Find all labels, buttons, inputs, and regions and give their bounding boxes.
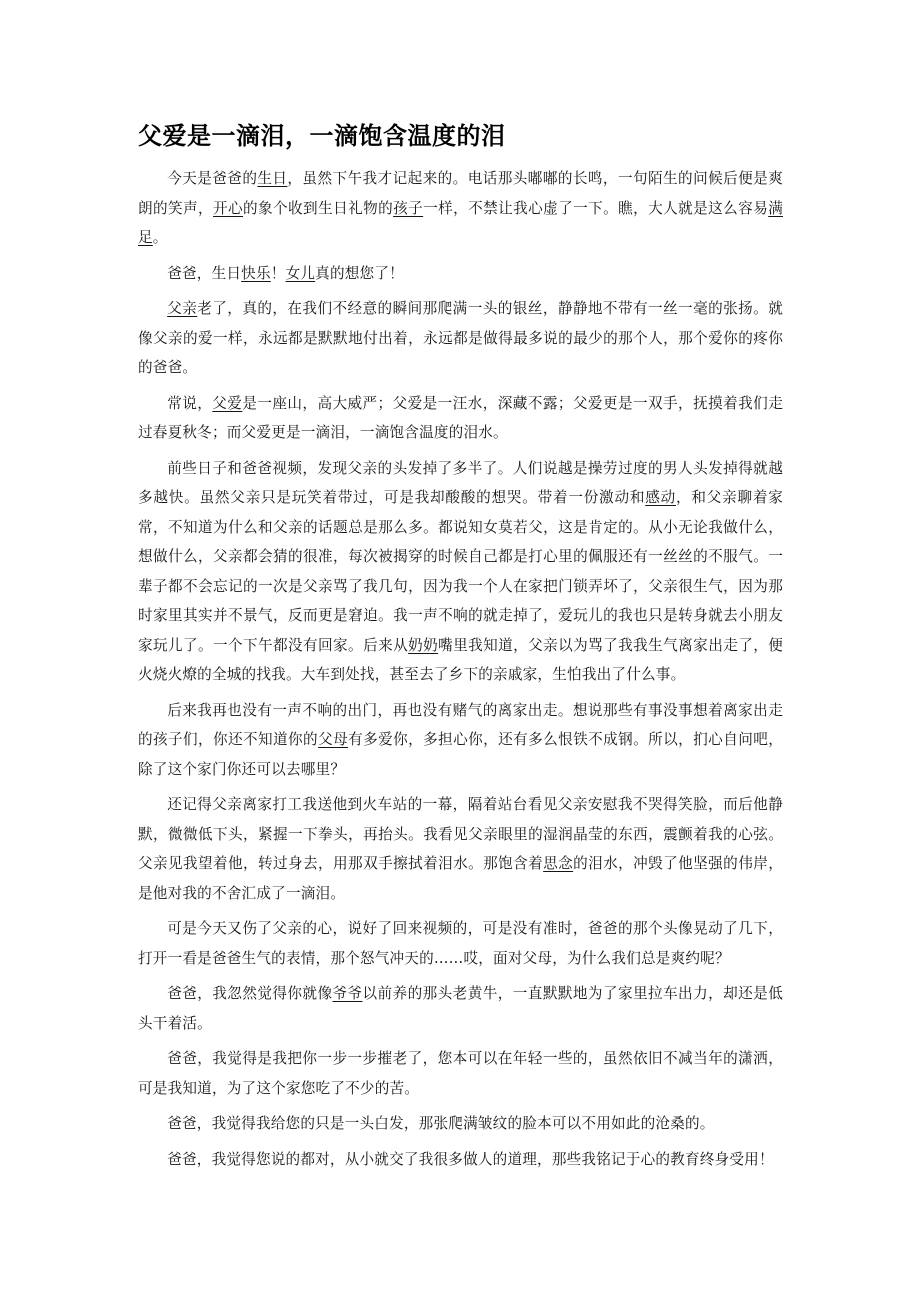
text-run: 常说，: [167, 394, 213, 412]
paragraph: [138, 1145, 783, 1175]
paragraph: [138, 914, 783, 973]
underlined-term: 孩子: [393, 199, 424, 217]
text-run: 后来我再也没有一声不响的出门，再也没有赌气的离家出走。想说那些有事没事想着离家出走的孩子们，你还不知道你的: [138, 701, 783, 748]
text-run: 爸爸，生日: [167, 264, 242, 282]
document-page: [138, 118, 783, 1180]
underlined-term: 快乐: [241, 264, 271, 282]
text-run: 还记得父亲离家打工我送他到火车站的一幕，隔着站台看见父亲安慰我不哭得笑脸，而后他静默，微微低下头，紧握一下拳头，再抬头。我看见父亲眼里的湿润晶莹的东西，震颤着我的心弦。父亲见我望着他，转过身去，用那双手擦拭着泪水。那饱含着: [138, 796, 783, 872]
text-run: ，和父亲聊着家常，不知道为什么和父亲的话题总是那么多。都说知女莫若父，这是肯定的。从小无论我做什么，想做什么，父亲都会猜的很准，每次被揭穿的时候自己都是打心里的佩服还有一丝丝的不服气。一辈子都不会忘记的一次是父亲骂了我几句，因为我一个人在家把门锁弄坏了，父亲很生气，因为那时家里其实并不景气，反而更是窘迫。我一声不响的就走掉了，爱玩儿的我也只是转身就去小朋友家玩儿了。一个下午都没有回家。后来从: [138, 489, 784, 654]
paragraph: [138, 259, 783, 289]
underlined-term: 奶奶: [408, 636, 439, 654]
text-run: 今天是爸爸的: [167, 170, 258, 187]
text-run: 的泪水，冲毁了他坚强的伟岸，是他对我的不舍汇成了一滴泪。: [138, 855, 783, 902]
text-run: 前些日子和爸爸视频，发现父亲的头发掉了多半了。人们说越是操劳过度的男人头发掉得就越多越快。虽然父亲只是玩笑着带过，可是我却酸酸的想哭。带着一份激动和: [138, 459, 783, 506]
paragraph: [138, 979, 783, 1038]
text-run: 爸爸，我忽然觉得你就像: [167, 985, 333, 1002]
text-run: 一样，不禁让我心虚了一下。瞧，大人就是这么容易: [423, 199, 769, 217]
underlined-term: 满足: [138, 199, 783, 246]
document-title: 父爱是一滴泪，一滴饱含温度的泪: [138, 122, 506, 150]
underlined-term: 女儿: [285, 264, 316, 282]
text-run: 的象个收到生日礼物的: [243, 199, 394, 217]
text-run: ，虽然下午我才记起来的。电话那头嘟嘟的长鸣，一句陌生的问候后便是爽朗的笑声，: [138, 170, 784, 217]
text-run: 爸爸，我觉得是我把你一步一步摧老了，您本可以在年轻一些的，虽然依旧不减当年的潇洒，可是我知道，为了这个家您吃了不少的苦。: [138, 1050, 783, 1097]
text-run: 爸爸，我觉得您说的都对，从小就交了我很多做人的道理，那些我铭记于心的教育终身受用！: [167, 1150, 774, 1168]
text-run: 。: [152, 229, 168, 246]
underlined-term: 开心: [213, 199, 244, 217]
underlined-term: 爷爷: [332, 985, 363, 1002]
paragraph: [138, 790, 783, 908]
text-run: ！: [270, 264, 286, 282]
underlined-term: 感动: [645, 489, 676, 506]
paragraph: [138, 1109, 783, 1139]
text-run: 有多爱你，多担心你，还有多么恨铁不成钢。所以，扪心自问吧，除了这个家门你还可以去哪里？: [138, 731, 783, 778]
underlined-term: 思念: [543, 855, 574, 872]
paragraph: [138, 164, 783, 253]
underlined-term: 生日: [257, 170, 288, 187]
underlined-term: 父亲: [167, 300, 198, 317]
paragraph: [138, 696, 783, 785]
paragraph: [138, 294, 783, 383]
text-run: 可是今天又伤了父亲的心，说好了回来视频的，可是没有准时，爸爸的那个头像晃动了几下，打开一看是爸爸生气的表情，那个怒气冲天的……哎，面对父母，为什么我们总是爽约呢？: [138, 920, 783, 967]
paragraph: [138, 454, 783, 690]
paragraph: [138, 1044, 783, 1103]
document-body: [138, 164, 783, 1174]
underlined-term: 父爱: [212, 394, 243, 412]
paragraph: [138, 389, 783, 448]
text-run: 嘴里我知道，父亲以为骂了我我生气离家出走了，便火烧火燎的全城的找我。大车到处找，甚至去了乡下的亲戚家，生怕我出了什么事。: [138, 636, 784, 683]
text-run: 是一座山，高大威严；父爱是一汪水，深藏不露；父爱更是一双手，抚摸着我们走过春夏秋冬；而父爱更是一滴泪，一滴饱含温度的泪水。: [138, 394, 783, 441]
text-run: 以前养的那头老黄牛，一直默默地为了家里拉车出力，却还是低头干着活。: [138, 985, 784, 1032]
text-run: 老了，真的，在我们不经意的瞬间那爬满一头的银丝，静静地不带有一丝一毫的张扬。就像父亲的爱一样，永远都是默默地付出着，永远都是做得最多说的最少的那个人，那个爱你的疼你的爸爸。: [138, 300, 783, 376]
text-run: 真的想您了！: [315, 264, 404, 282]
underlined-term: 父母: [318, 731, 349, 748]
text-run: 爸爸，我觉得我给您的只是一头白发，那张爬满皱纹的脸本可以不用如此的沧桑的。: [167, 1115, 715, 1132]
